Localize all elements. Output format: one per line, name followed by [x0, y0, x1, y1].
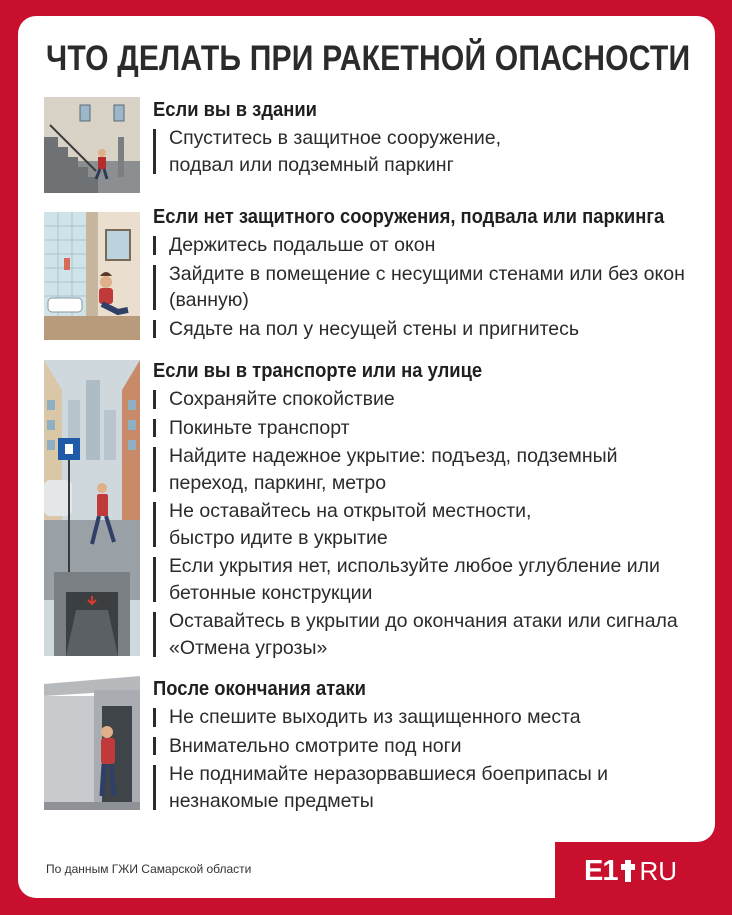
- logo-cross-icon: [621, 860, 635, 882]
- instruction-item: Если укрытия нет, используйте любое углубление или бетонные конструкции: [153, 553, 669, 606]
- instruction-item: Спуститесь в защитное сооружение, подвал или подземный паркинг: [153, 125, 529, 178]
- instruction-item: Оставайтесь в укрытии до окончания атаки или сигнала «Отмена угрозы»: [153, 608, 699, 661]
- section-no-shelter: [44, 204, 704, 344]
- footer-strip: [18, 820, 555, 898]
- section-text: [153, 676, 713, 814]
- instruction-item: Не поднимайте неразорвавшиеся боеприпасы и незнакомые предметы: [153, 761, 639, 814]
- building-stairs-illustration: [44, 97, 140, 193]
- logo-e1-text: E1: [584, 854, 618, 887]
- instruction-item: Покиньте транспорт: [153, 415, 713, 442]
- section-heading: Если вы в транспорте или на улице: [153, 360, 483, 382]
- instruction-item: Внимательно смотрите под ноги: [153, 733, 713, 760]
- page-title: ЧТО ДЕЛАТЬ ПРИ РАКЕТНОЙ ОПАСНОСТИ: [46, 39, 691, 78]
- e1-logo: [584, 853, 677, 889]
- instruction-item: Сядьте на пол у несущей стены и пригнитесь: [153, 316, 713, 343]
- section-text: [153, 97, 713, 178]
- instruction-item: Не оставайтесь на открытой местности, быстро идите в укрытие: [153, 498, 569, 551]
- instruction-item: Держитесь подальше от окон: [153, 232, 713, 259]
- section-after-attack: [44, 676, 704, 816]
- instruction-item: Зайдите в помещение с несущими стенами или без окон (ванную): [153, 261, 699, 314]
- section-transport-street: [44, 358, 704, 658]
- instruction-item: Найдите надежное укрытие: подъезд, подземный переход, паркинг, метро: [153, 443, 639, 496]
- section-heading: Если вы в здании: [153, 99, 317, 121]
- section-text: [153, 204, 713, 342]
- shelter-exit-illustration: [44, 676, 140, 810]
- source-note: По данным ГЖИ Самарской области: [46, 862, 252, 876]
- section-text: [153, 358, 713, 661]
- section-in-building: [44, 97, 704, 197]
- logo-ru-text: RU: [639, 855, 678, 886]
- instruction-item: Сохраняйте спокойствие: [153, 386, 713, 413]
- section-heading: Если нет защитного сооружения, подвала или паркинга: [153, 206, 665, 228]
- section-heading: После окончания атаки: [153, 678, 366, 700]
- street-illustration: [44, 360, 140, 656]
- instruction-item: Не спешите выходить из защищенного места: [153, 704, 713, 731]
- bathroom-illustration: [44, 212, 140, 340]
